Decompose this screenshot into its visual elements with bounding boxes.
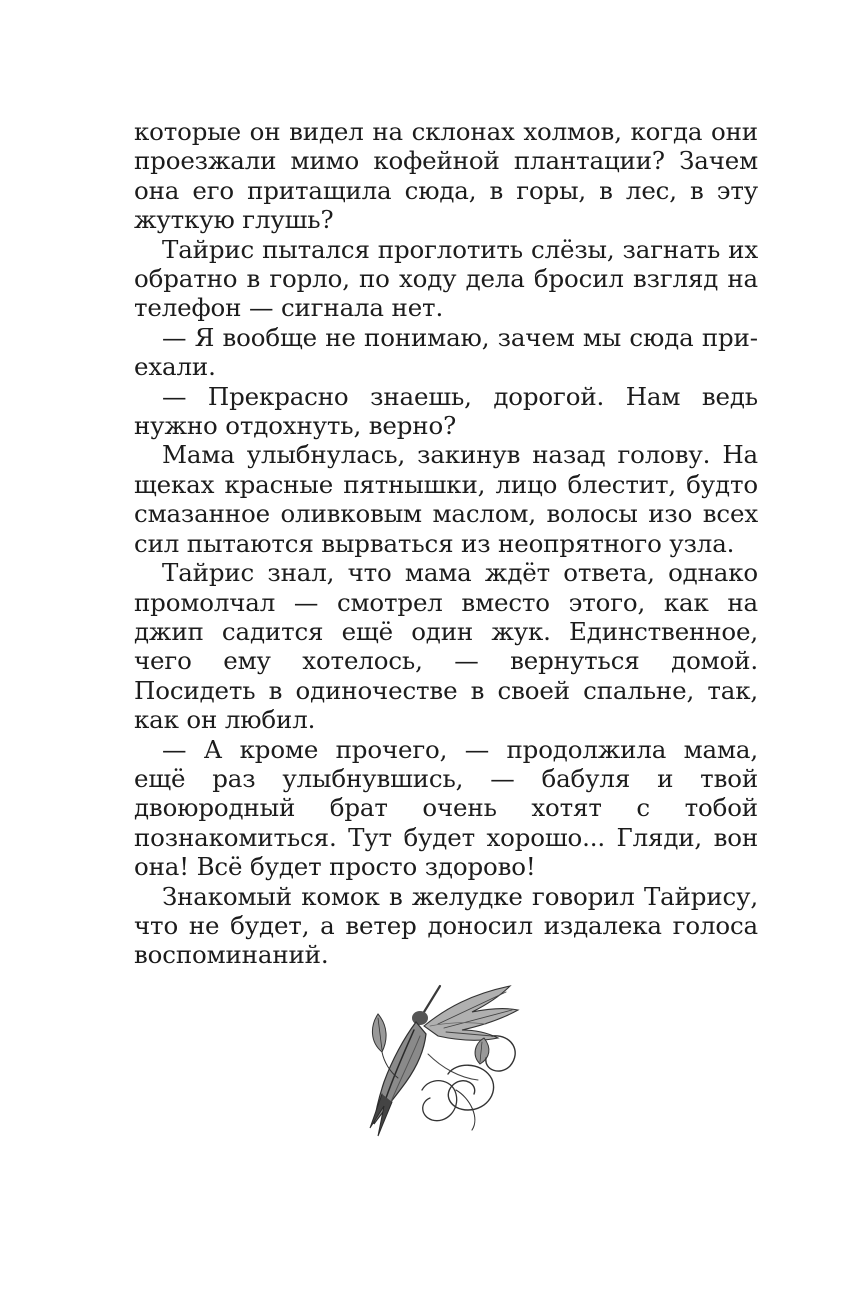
- body-text: [134, 117, 758, 970]
- dialogue-line: — Я вообще не понимаю, зачем мы сюда приехали.: [134, 322, 758, 382]
- paragraph: Тайрис знал, что мама ждёт ответа, однако промолчал — смотрел вместо этого, как на джип садится ещё один жук. Единственное, чего ему хотелось, — вернуться домой. Посидеть в одиночестве в своей спальне, так, как он любил.: [134, 558, 758, 735]
- paragraph: Знакомый комок в желудке говорил Тайрису, что не будет, а ветер доносил издалека голоса воспоминаний.: [134, 881, 758, 970]
- paragraph: которые он видел на склонах холмов, когда они проезжали мимо кофейной плантации? Зачем она его притащила сюда, в горы, в лес, в эту жуткую глушь?: [134, 117, 758, 235]
- paragraph: Мама улыбнулась, закинув назад голову. На щеках красные пятнышки, лицо блестит, будто смазанное оливковым маслом, волосы изо всех сил пытаются вырваться из неопрятного узла.: [134, 440, 758, 558]
- dialogue-line: — А кроме прочего, — продолжила мама, ещё раз улыбнувшись, — бабуля и твой двоюродный брат очень хотят с тобой познакомиться. Тут будет хорошо... Гляди, вон она! Всё будет просто здорово!: [134, 734, 758, 882]
- paragraph: Тайрис пытался проглотить слёзы, загнать их обратно в горло, по ходу дела бросил взгляд на телефон — сигнала нет.: [134, 234, 758, 323]
- hummingbird-vignette-icon: [360, 978, 530, 1138]
- dialogue-line: — Прекрасно знаешь, дорогой. Нам ведь нужно отдохнуть, верно?: [134, 381, 758, 441]
